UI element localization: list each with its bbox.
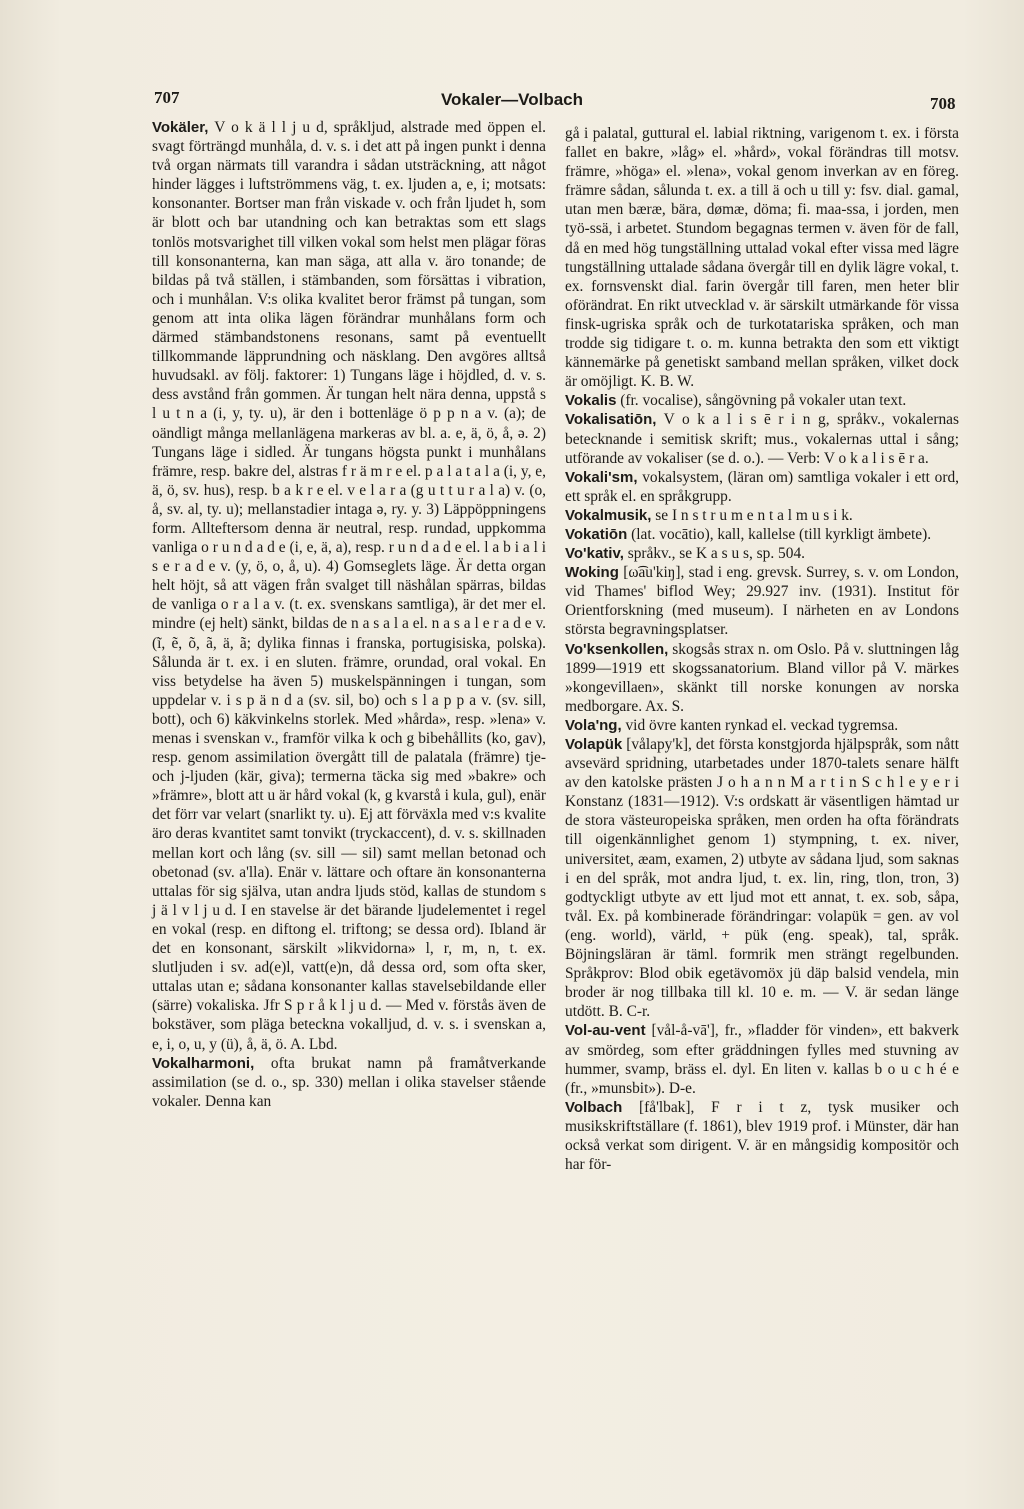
entry-vokaler [152,118,546,1054]
entry-text: [vål-å-vā'], fr., »fladder för vinden», ett bakverk av smördeg, som efter gräddningen fylles med stuvning av hummer, svamp, bräss el. dyl. En liten v. kallas b o u c h é e (fr., »munsbit»). D-e. [565,1022,959,1097]
entry-text: [få'lbak], F r i t z, tysk musiker och musikskriftställare (f. 1861), blev 1919 prof. i Münster, där han också verkat som dirigent. V. är en mångsidig kompositör och har för- [565,1098,959,1174]
headword: Vokali'sm, [565,468,638,486]
entry-woking [565,563,959,639]
page-number-left: 707 [154,88,180,107]
entry-volang [565,716,959,735]
entry-text: skogsås strax n. om Oslo. På v. sluttningen låg 1899—1919 ett skogssanatorium. Bland villor på V. märkes »kongevillaen», skänkt till norske konungen av norska medborgare. Ax. S. [565,640,959,715]
headword: Vokalmusik, [565,506,652,524]
entry-vokalmusik [565,506,959,525]
headword: Volapük [565,736,623,753]
entry-text: se I n s t r u m e n t a l m u s i k. [651,506,853,524]
headword: Woking [565,564,619,582]
entry-vol-au-vent [565,1021,959,1097]
entry-vokativ [565,544,959,563]
right-column [565,124,959,1174]
entry-volapuk [565,735,959,1021]
headword: Vo'kativ, [565,545,624,563]
entry-voksenkollen [565,640,959,716]
headword: Volbach [565,1098,623,1116]
entry-vokalis [565,391,959,410]
headword: Vokalisatiōn, [565,411,657,429]
entry-text: ofta brukat namn på framåtverkande assimilation (se d. o., sp. 330) mellan i olika stavelser stående vokaler. Denna kan [152,1054,546,1110]
entry-text: [ω͡au'kiŋ], stad i eng. grevsk. Surrey, s. v. om London, vid Thames' biflod Wey; 29.927 inv. (1931). Institut för Orientforskning (med museum). I närheten en av Londons största begravningsplatser. [565,564,959,639]
entry-text: gå i palatal, guttural el. labial riktning, varigenom t. ex. i första fallet en bakre, »låg» el. »hård», vokal förändras till motsv. främre, »höga» el. »lena», vokal genom inverkan av en föreg. främre sådan, sålunda t. ex. a till ä och u till y: fsv. dial. gamal, utan men bæræ, bära, dømæ, döma; fi. maa-ssa, i jorden, men työ-ssä, i arbetet. Stundom begagnas termen v. även för de fall, då en med hög tungställning uttalad vokal efter vissa med lägre tungställning uttalade sådana övergår till en dylik lägre vokal, t. ex. fornsvenskt dial. farin övergår till faren, men heter blir oförändrat. En rikt utvecklad v. är särskilt utmärkande för vissa finsk-ugriska språk och de turkotatariska språken, och man trodde sig tidigare t. o. m. kunna betrakta den som ett viktigt kännemärke på genetiskt samband mellan språken, vilket dock är omöjligt. K. B. W. [565,125,959,391]
entry-text: [vålapy'k], det första konstgjorda hjälpspråk, som nått avsevärd spridning, utarbetades under 1870-talets senare hälft av den katolske prästen J o h a n n M a r t i n S c h l e y e r i Konstanz (1831—1912). V:s ordskatt är väsentligen hämtad ur de stora västeuropeiska språken, men orden ha ofta förändrats till oigenkännlighet genom 1) stympning, t. ex. niver, universitet, æam, examen, 2) utbyte av sådana ljud, som saknas i en del språk, mot andra ljud, t. ex. lin, ring, tlon, tron, 3) godtyckligt utbyte av ett ljud mot ett annat, t. ex. sob, såpa, tvål. Ex. på kombinerade förändringar: volapük = gen. av vol (eng. world), värld, + pük (eng. speak), tal, språk. Böjningsläran är täml. formrik men strängt regelbunden. Språkprov: Blod obik egetävomöx jü däp balsid vendela, min broder är nog tillbaka till kl. 10 e. m. — V. är sedan länge utdött. B. C-r. [565,736,959,1021]
headword: Vokäler, [152,119,209,136]
running-title: Vokaler—Volbach [440,90,584,109]
entry-continuation [565,124,959,391]
entry-vokalism [565,468,959,506]
entry-vokalisation [565,410,959,467]
entry-text: vokalsystem, (läran om) samtliga vokaler i ett ord, ett språk el. en språkgrupp. [565,468,959,505]
headword: Vol-au-vent [565,1022,646,1040]
page-number-right: 708 [930,94,956,113]
entry-volbach [565,1098,959,1174]
entry-text: (fr. vocalise), sångövning på vokaler utan text. [616,392,907,410]
headword: Vola'ng, [565,716,622,734]
entry-vokalharmoni [152,1054,546,1111]
headword: Vokalharmoni, [152,1054,255,1072]
entry-text: språkv., se K a s u s, sp. 504. [623,545,805,563]
page-header [0,88,1024,118]
entry-vokation [565,525,959,544]
headword: Vokalis [565,392,617,410]
left-column [152,118,546,1111]
entry-text: V o k ä l l j u d, språkljud, alstrade med öppen el. svagt förträngd munhåla, d. v. s. i det att på ingen punkt i denna två organ närmats till varandra i sådan utsträckning, att något hinder lägges i luftströmmens väg, t. ex. ljuden a, e, i; motsats: konsonanter. Bortser man från viskade v. och från ljudet h, som är blott och bar utandning och kan betraktas som ett slags tonlös motsvarighet till vilken vokal som helst men plägar föras till konsonanterna, kan man säga, att alla v. äro tonande; de bildas på två ställen, i stämbanden, som försättas i vibration, och i munhålan. V:s olika kvalitet beror främst på tungan, som genom att inta olika lägen förändrar munhålans form och därmed stämbandstonens resonans, samt på eventuellt tillkommande läpprundning och näsklang. Den avgöres alltså huvudsakl. av följ. faktorer: 1) Tungans läge i höjdled, d. v. s. dess avstånd från gommen. Är tungan helt nära denna, uppstå s l u t n a (i, y, ty. u), är den i bottenläge ö p p n a v. (a); de oändligt många mellanlägena markeras av bl. a. e, ä, ö, å, ə. 2) Tungans läge i sidled. Är tungans högsta punkt i munhålans främre, resp. bakre del, alstras f r ä m r e el. p a l a t a l a (i, y, e, ä, ö, sv. hus), resp. b a k r e el. v e l a r a (g u t t u r a l a) v. (o, å, sv. al, ty. u); mellanstadier intaga ə, ry. y. 3) Läppöppningens form. Allteftersom denna är neutral, resp. rundad, uppkomma vanliga o r u n d a d e (i, e, ä, a), resp. r u n d a d e el. l a b i a l i s e r a d e v. (y, ö, o, å, u). 4) Gomseglets läge. Är detta organ helt höjt, så att vägen från svalget till näshålan spärras, bildas de vanliga o r a l a v. (t. ex. svenskans samtliga), är det mer el. mindre (ej helt) sänkt, bildas de n a s a l a el. n a s a l e r a d e v. (ĩ, ẽ, õ, ã, ä, ã; dylika finnas i franska, portugisiska, polska). Sålunda är t. ex. i en sluten. främre, orundad, oral vokal. En viss betydelse ha även 5) muskelspänningen i tungan, som uppdelar v. i s p ä n d a (sv. sil, bo) och s l a p p a v. (sv. sill, bott), och 6) käkvinkelns storlek. Med »hårda», resp. »lena» v. menas i svenskan v., framför vilka k och g bibehållits (ko, gav), resp. genom assimilation övergått till de palatala (främre) tje- och j-ljuden (kär, giva); termerna täcka sig med »bakre» och »främre», blott att u är hård vokal (k, g kvarstå i kula, gul), enär det förr var velart (snarlikt ty. u). Ej att förväxla med v:s kvalite äro deras kvantitet samt tonvikt (tryckaccent), d. v. s. skillnaden mellan kort och lång (sv. sill — sil) samt mellan betonad och obetonad (sv. a'lla). Enär v. lättare och oftare än konsonanterna uttalas för sig själva, utan andra ljuds stöd, kallas de stundom s j ä l v l j u d. I en stavelse är det bärande ljudelementet i regel en vokal (resp. en diftong el. triftong; se dessa ord). Ibland är det en konsonant, särskilt »likvidorna» l, r, m, n, t. ex. slutljuden i sv. ad(e)l, vatt(e)n, då dessa ord, som ofta sker, uttalas utan e; sådana konsonanter kallas stavelsebildande eller (särre) vokaliska. Jfr S p r å k l j u d. — Med v. förstås även de bokstäver, som pläga beteckna vokalljud, d. v. s. i svenskan a, e, i, o, u, y (ü), å, ä, ö. A. Lbd. [152,119,546,1053]
headword: Vo'ksenkollen, [565,640,669,658]
entry-text: (lat. vocātio), kall, kallelse (till kyrkligt ämbete). [627,525,932,543]
entry-text: V o k a l i s ē r i n g, språkv., vokalernas betecknande i semitisk skrift; mus., vokalernas uttal i sång; utförande av vokaliser (se d. o.). — Verb: V o k a l i s ē r a. [565,411,959,467]
headword: Vokatiōn [565,525,628,543]
entry-text: vid övre kanten rynkad el. veckad tygremsa. [621,716,899,734]
